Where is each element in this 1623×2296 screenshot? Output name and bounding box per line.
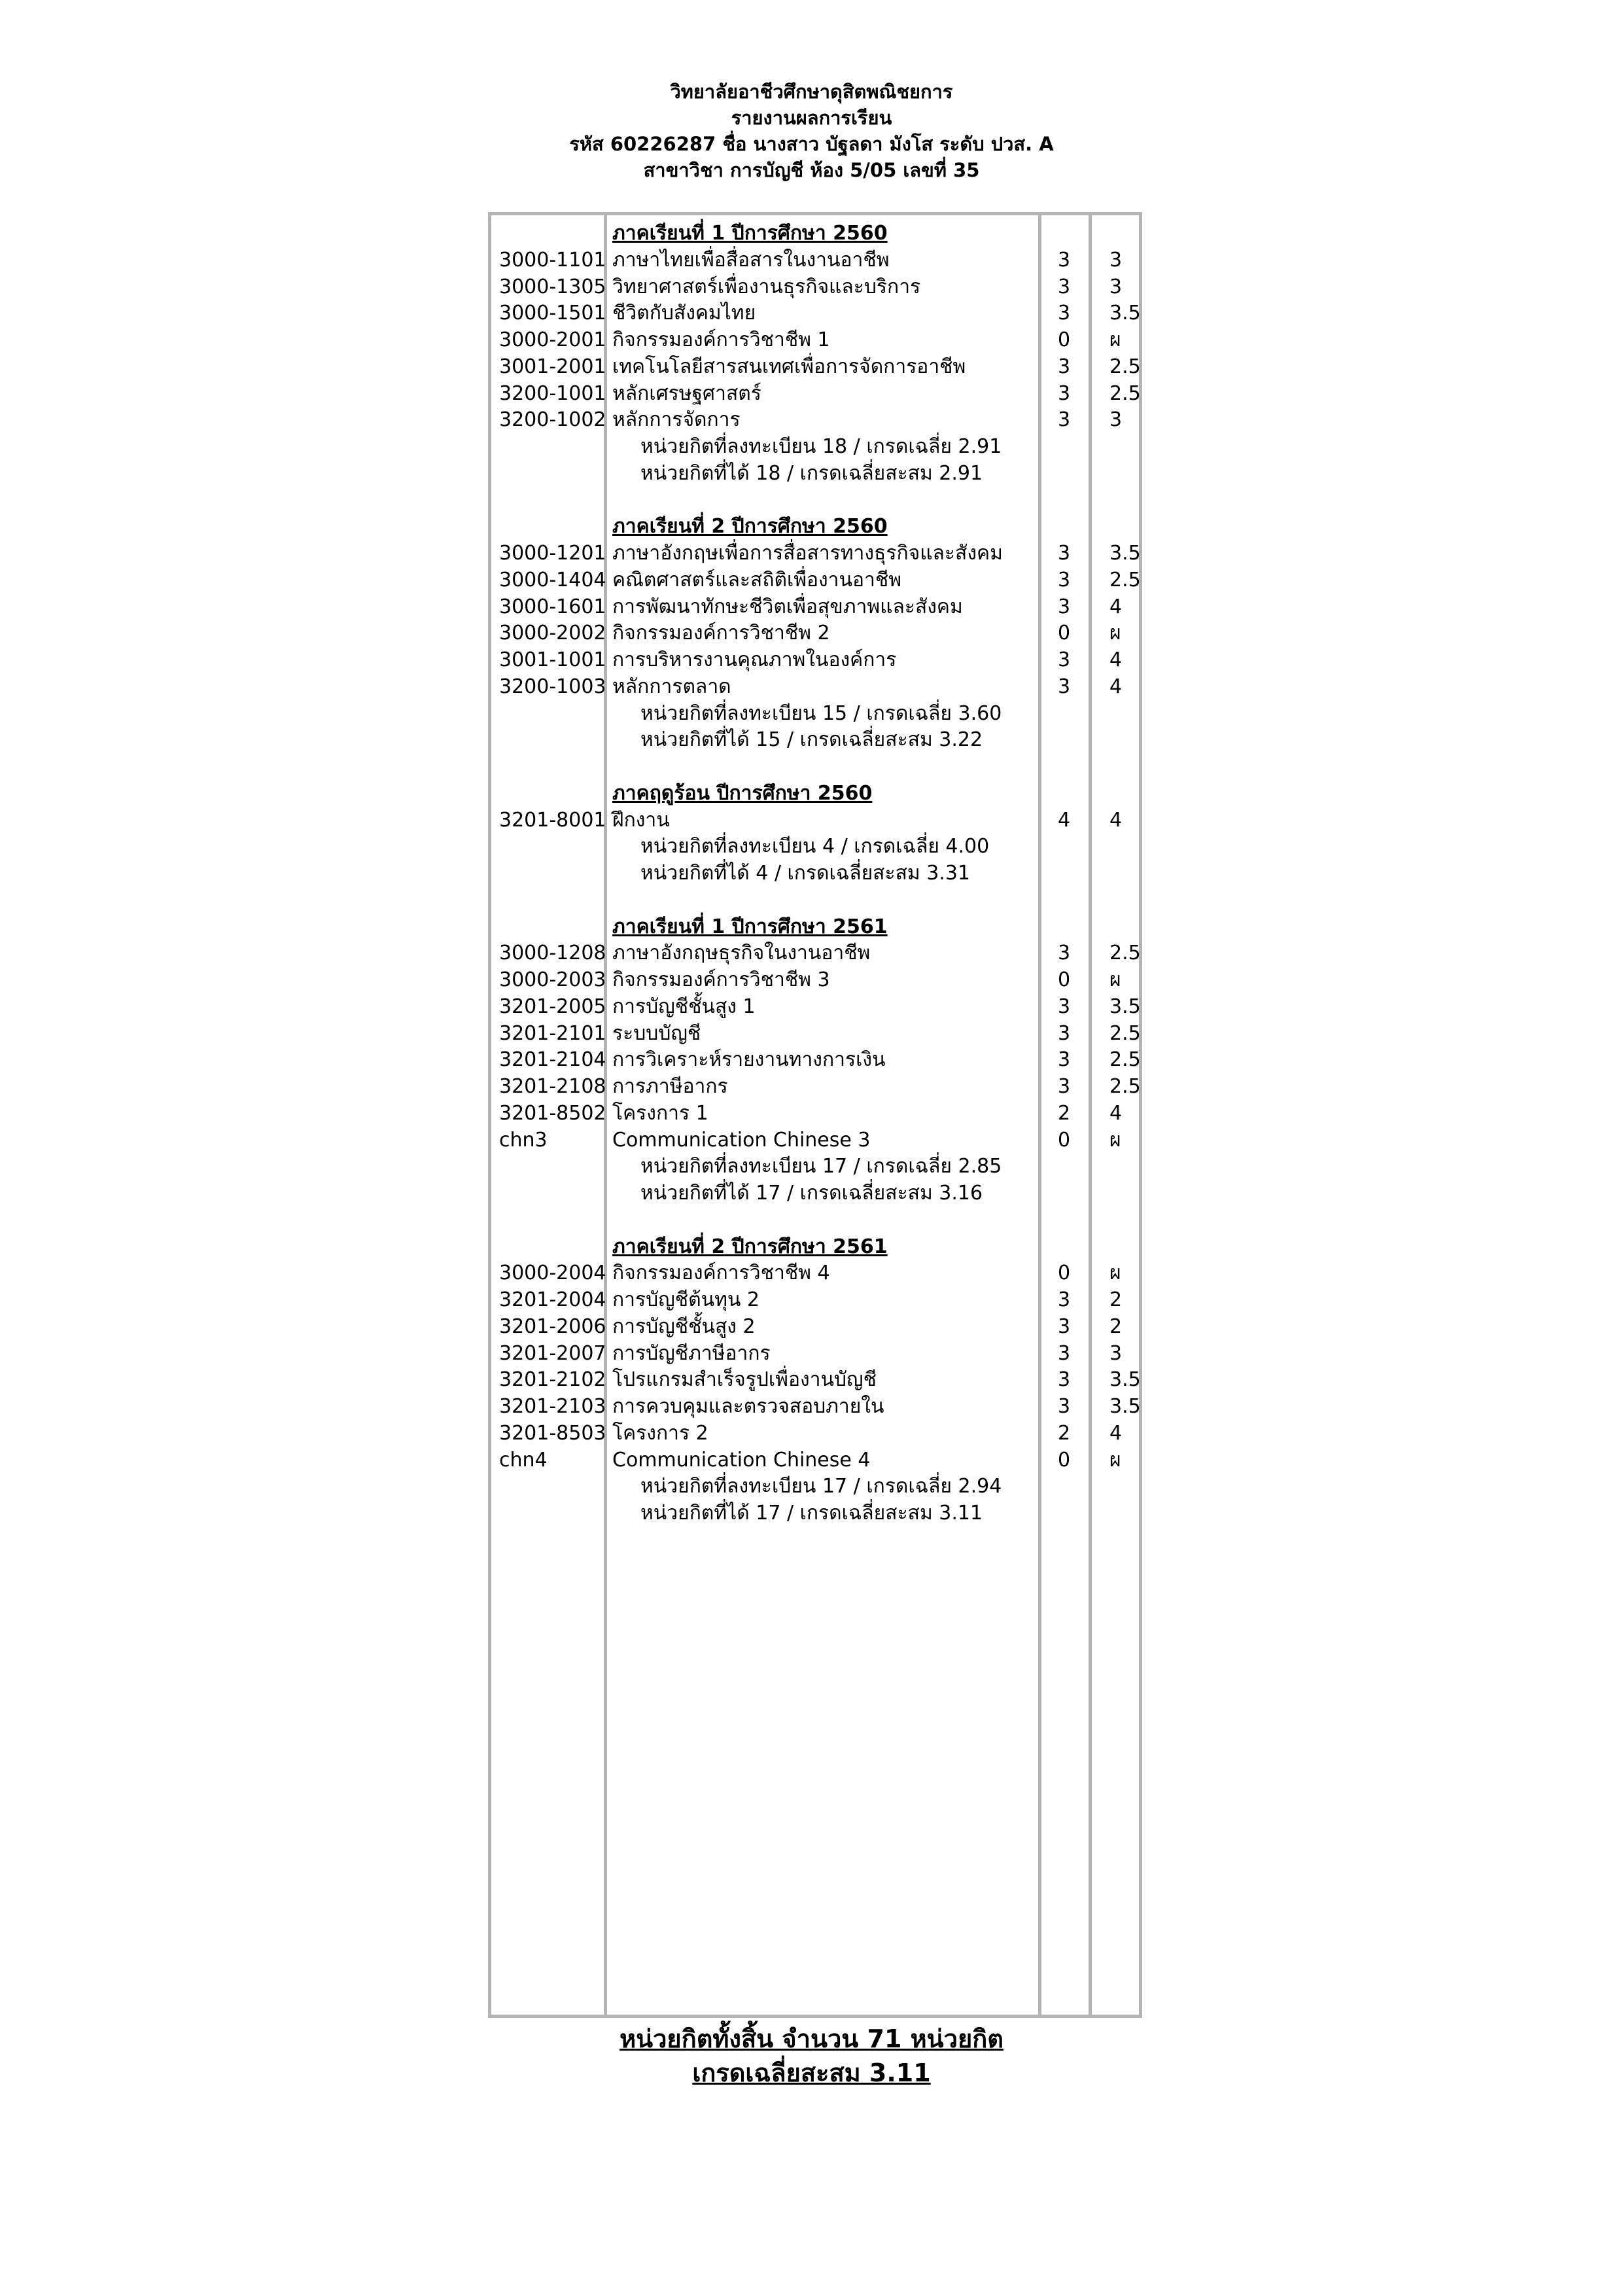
course-row (491, 1127, 1139, 1154)
course-credit: 0 (1058, 1448, 1071, 1472)
semester-title: ภาคเรียนที่ 2 ปีการศึกษา 2560 (612, 515, 888, 539)
semester-title-row (491, 1234, 1139, 1261)
college-name: วิทยาลัยอาชีวศึกษาดุสิตพณิชยการ (670, 80, 953, 103)
course-name: ระบบบัญชี (612, 1021, 701, 1045)
course-credit: 3 (1058, 595, 1071, 618)
cumulative-gpa: เกรดเฉลี่ยสะสม 3.11 (692, 2058, 931, 2087)
course-code: 3000-1404 (499, 568, 606, 592)
transcript-table (488, 212, 1142, 2018)
course-code: 3200-1002 (499, 408, 606, 432)
course-credit: 0 (1058, 968, 1071, 991)
course-name: กิจกรรมองค์การวิชาชีพ 4 (612, 1262, 830, 1285)
semester-summary-row (491, 434, 1139, 461)
course-grade: ผ (1109, 328, 1121, 351)
course-grade: 2.5 (1109, 568, 1141, 592)
course-name: หลักเศรษฐศาสตร์ (612, 381, 761, 405)
course-row (491, 381, 1139, 408)
course-code: 3201-2102 (499, 1368, 606, 1392)
course-grade: ผ (1109, 1448, 1121, 1472)
course-grade: 2 (1109, 1315, 1123, 1338)
course-row (491, 1447, 1139, 1474)
course-credit: 3 (1058, 568, 1071, 592)
program-info: สาขาวิชา การบัญชี ห้อง 5/05 เลขที่ 35 (643, 159, 980, 181)
course-grade: 2.5 (1109, 1075, 1141, 1098)
spacer-row (491, 887, 1139, 914)
course-row (491, 567, 1139, 594)
course-grade: 2 (1109, 1288, 1123, 1311)
semester-title: ภาคเรียนที่ 1 ปีการศึกษา 2560 (612, 222, 888, 245)
course-row (491, 354, 1139, 381)
course-credit: 0 (1058, 328, 1071, 351)
course-grade: 2.5 (1109, 355, 1141, 378)
spacer-row (491, 487, 1139, 514)
semester-summary-row (491, 1500, 1139, 1527)
course-row (491, 1314, 1139, 1341)
course-name: เทคโนโลยีสารสนเทศเพื่อการจัดการอาชีพ (612, 355, 966, 378)
semester-summary-row (491, 1154, 1139, 1180)
semester-title: ภาคเรียนที่ 1 ปีการศึกษา 2561 (612, 915, 888, 938)
semester-title-row (491, 514, 1139, 540)
course-row (491, 1074, 1139, 1101)
course-grade: 2.5 (1109, 942, 1141, 965)
course-row (491, 674, 1139, 701)
course-name: โปรแกรมสำเร็จรูปเพื่องานบัญชี (612, 1368, 877, 1392)
course-credit: 3 (1058, 1395, 1071, 1418)
course-grade: 3 (1109, 408, 1123, 432)
course-name: ฝึกงาน (612, 808, 670, 832)
course-grade: 3 (1109, 248, 1123, 272)
course-code: 3201-2103 (499, 1395, 606, 1418)
course-name: การควบคุมและตรวจสอบภายใน (612, 1395, 884, 1418)
course-grade: 3 (1109, 1341, 1123, 1365)
course-name: การบัญชีชั้นสูง 1 (612, 995, 756, 1018)
course-code: 3000-1501 (499, 302, 606, 325)
course-grade: 2.5 (1109, 1021, 1141, 1045)
course-grade: 2.5 (1109, 381, 1141, 405)
course-name: กิจกรรมองค์การวิชาชีพ 2 (612, 622, 830, 645)
course-name: โครงการ 2 (612, 1421, 708, 1445)
course-code: 3000-2004 (499, 1262, 606, 1285)
student-info: รหัส 60226287 ชื่อ นางสาว บัฐลดา มังโส ระดับ ปวส. A (569, 133, 1054, 155)
course-code: 3000-1208 (499, 942, 606, 965)
semester-title: ภาคฤดูร้อน ปีการศึกษา 2560 (612, 781, 873, 805)
course-grade: ผ (1109, 968, 1121, 991)
spacer-row (491, 754, 1139, 781)
course-credit: 3 (1058, 355, 1071, 378)
course-code: 3200-1003 (499, 675, 606, 698)
course-grade: 4 (1109, 808, 1123, 832)
course-credit: 0 (1058, 1128, 1071, 1152)
course-row (491, 967, 1139, 994)
course-code: chn4 (499, 1448, 548, 1472)
course-name: Communication Chinese 4 (612, 1448, 871, 1472)
course-row (491, 1367, 1139, 1394)
course-credit: 3 (1058, 275, 1071, 298)
course-credit: 3 (1058, 1288, 1071, 1311)
course-credit: 3 (1058, 1075, 1071, 1098)
course-row (491, 1260, 1139, 1287)
course-name: การพัฒนาทักษะชีวิตเพื่อสุขภาพและสังคม (612, 595, 963, 618)
course-name: กิจกรรมองค์การวิชาชีพ 3 (612, 968, 830, 991)
course-name: การบัญชีภาษีอากร (612, 1341, 771, 1365)
course-code: 3000-2002 (499, 622, 606, 645)
course-code: 3201-8502 (499, 1101, 606, 1125)
course-grade: 2.5 (1109, 1048, 1141, 1072)
course-name: คณิตศาสตร์และสถิติเพื่องานอาชีพ (612, 568, 902, 592)
course-name: การบริหารงานคุณภาพในองค์การ (612, 648, 897, 671)
transcript-footer (0, 2022, 1623, 2090)
course-credit: 3 (1058, 248, 1071, 272)
total-credits: หน่วยกิตทั้งสิ้น จำนวน 71 หน่วยกิต (620, 2024, 1003, 2053)
course-name: การบัญชีชั้นสูง 2 (612, 1315, 756, 1338)
course-name: วิทยาศาสตร์เพื่องานธุรกิจและบริการ (612, 275, 921, 298)
course-grade: 4 (1109, 675, 1123, 698)
course-name: การวิเคราะห์รายงานทางการเงิน (612, 1048, 886, 1072)
course-code: 3000-1305 (499, 275, 606, 298)
course-name: ชีวิตกับสังคมไทย (612, 302, 756, 325)
course-grade: ผ (1109, 1128, 1121, 1152)
course-credit: 0 (1058, 1262, 1071, 1285)
registered-credits-gpa: หน่วยกิตที่ลงทะเบียน 17 / เกรดเฉลี่ย 2.94 (640, 1475, 1002, 1498)
course-code: 3201-2005 (499, 995, 606, 1018)
course-name: ภาษาอังกฤษธุรกิจในงานอาชีพ (612, 942, 871, 965)
semester-summary-row (491, 461, 1139, 487)
earned-credits-cgpa: หน่วยกิตที่ได้ 17 / เกรดเฉลี่ยสะสม 3.16 (640, 1182, 983, 1205)
course-code: 3201-2007 (499, 1341, 606, 1365)
course-row (491, 1101, 1139, 1127)
course-code: 3000-1201 (499, 542, 606, 565)
semester-summary-row (491, 1474, 1139, 1500)
course-grade: ผ (1109, 622, 1121, 645)
semester-summary-row (491, 1180, 1139, 1207)
spacer-row (491, 1207, 1139, 1234)
course-grade: 3.5 (1109, 1395, 1141, 1418)
earned-credits-cgpa: หน่วยกิตที่ได้ 15 / เกรดเฉลี่ยสะสม 3.22 (640, 728, 983, 752)
course-code: 3000-2003 (499, 968, 606, 991)
course-row (491, 1341, 1139, 1368)
course-name: Communication Chinese 3 (612, 1128, 871, 1152)
course-row (491, 620, 1139, 647)
course-grade: 4 (1109, 595, 1123, 618)
registered-credits-gpa: หน่วยกิตที่ลงทะเบียน 18 / เกรดเฉลี่ย 2.91 (640, 435, 1002, 458)
course-grade: 4 (1109, 648, 1123, 671)
course-credit: 4 (1058, 808, 1071, 832)
course-grade: 3.5 (1109, 302, 1141, 325)
course-credit: 3 (1058, 1315, 1071, 1338)
course-row (491, 407, 1139, 434)
course-code: 3201-2101 (499, 1021, 606, 1045)
course-credit: 3 (1058, 1341, 1071, 1365)
course-code: 3001-1001 (499, 648, 606, 671)
course-code: 3201-2006 (499, 1315, 606, 1338)
course-row (491, 327, 1139, 354)
earned-credits-cgpa: หน่วยกิตที่ได้ 18 / เกรดเฉลี่ยสะสม 2.91 (640, 461, 983, 485)
course-credit: 3 (1058, 542, 1071, 565)
course-credit: 3 (1058, 675, 1071, 698)
course-code: 3000-1101 (499, 248, 606, 272)
course-code: 3000-2001 (499, 328, 606, 351)
course-code: 3000-1601 (499, 595, 606, 618)
course-grade: 3.5 (1109, 1368, 1141, 1392)
course-row (491, 940, 1139, 967)
course-row (491, 994, 1139, 1021)
course-grade: 3.5 (1109, 542, 1141, 565)
semester-summary-row (491, 701, 1139, 728)
earned-credits-cgpa: หน่วยกิตที่ได้ 4 / เกรดเฉลี่ยสะสม 3.31 (640, 862, 971, 885)
course-credit: 3 (1058, 302, 1071, 325)
course-row (491, 807, 1139, 834)
course-row (491, 1047, 1139, 1074)
course-credit: 3 (1058, 408, 1071, 432)
course-name: หลักการจัดการ (612, 408, 741, 432)
course-row (491, 540, 1139, 567)
course-credit: 3 (1058, 995, 1071, 1018)
course-credit: 3 (1058, 942, 1071, 965)
course-name: หลักการตลาด (612, 675, 731, 698)
course-credit: 0 (1058, 622, 1071, 645)
course-name: ภาษาไทยเพื่อสื่อสารในงานอาชีพ (612, 248, 890, 272)
course-row (491, 594, 1139, 621)
course-credit: 2 (1058, 1421, 1071, 1445)
course-credit: 3 (1058, 381, 1071, 405)
course-grade: 3.5 (1109, 995, 1141, 1018)
semester-title: ภาคเรียนที่ 2 ปีการศึกษา 2561 (612, 1235, 888, 1258)
course-grade: 3 (1109, 275, 1123, 298)
course-row (491, 1021, 1139, 1048)
registered-credits-gpa: หน่วยกิตที่ลงทะเบียน 15 / เกรดเฉลี่ย 3.60 (640, 701, 1002, 725)
course-row (491, 1394, 1139, 1421)
course-name: กิจกรรมองค์การวิชาชีพ 1 (612, 328, 830, 351)
course-row (491, 247, 1139, 274)
semester-title-row (491, 781, 1139, 807)
registered-credits-gpa: หน่วยกิตที่ลงทะเบียน 17 / เกรดเฉลี่ย 2.85 (640, 1155, 1002, 1178)
report-title: รายงานผลการเรียน (731, 107, 892, 129)
course-credit: 3 (1058, 1021, 1071, 1045)
semester-summary-row (491, 860, 1139, 887)
registered-credits-gpa: หน่วยกิตที่ลงทะเบียน 4 / เกรดเฉลี่ย 4.00 (640, 835, 990, 858)
semester-summary-row (491, 727, 1139, 754)
course-grade: ผ (1109, 1262, 1121, 1285)
course-row (491, 647, 1139, 674)
course-code: chn3 (499, 1128, 548, 1152)
transcript-rows (491, 221, 1139, 1527)
course-name: การบัญชีต้นทุน 2 (612, 1288, 759, 1311)
course-row (491, 1287, 1139, 1314)
earned-credits-cgpa: หน่วยกิตที่ได้ 17 / เกรดเฉลี่ยสะสม 3.11 (640, 1502, 983, 1525)
course-name: การภาษีอากร (612, 1075, 728, 1098)
course-code: 3200-1001 (499, 381, 606, 405)
course-code: 3001-2001 (499, 355, 606, 378)
report-header (0, 79, 1623, 183)
course-code: 3201-2108 (499, 1075, 606, 1098)
course-code: 3201-2004 (499, 1288, 606, 1311)
course-grade: 4 (1109, 1421, 1123, 1445)
semester-summary-row (491, 834, 1139, 860)
course-credit: 3 (1058, 1368, 1071, 1392)
semester-title-row (491, 221, 1139, 247)
course-credit: 3 (1058, 1048, 1071, 1072)
semester-title-row (491, 914, 1139, 941)
course-row (491, 1421, 1139, 1447)
course-row (491, 300, 1139, 327)
course-credit: 3 (1058, 648, 1071, 671)
course-grade: 4 (1109, 1101, 1123, 1125)
course-code: 3201-8503 (499, 1421, 606, 1445)
course-credit: 2 (1058, 1101, 1071, 1125)
course-code: 3201-2104 (499, 1048, 606, 1072)
course-name: โครงการ 1 (612, 1101, 708, 1125)
course-code: 3201-8001 (499, 808, 606, 832)
course-name: ภาษาอังกฤษเพื่อการสื่อสารทางธุรกิจและสังคม (612, 542, 1003, 565)
course-row (491, 274, 1139, 301)
